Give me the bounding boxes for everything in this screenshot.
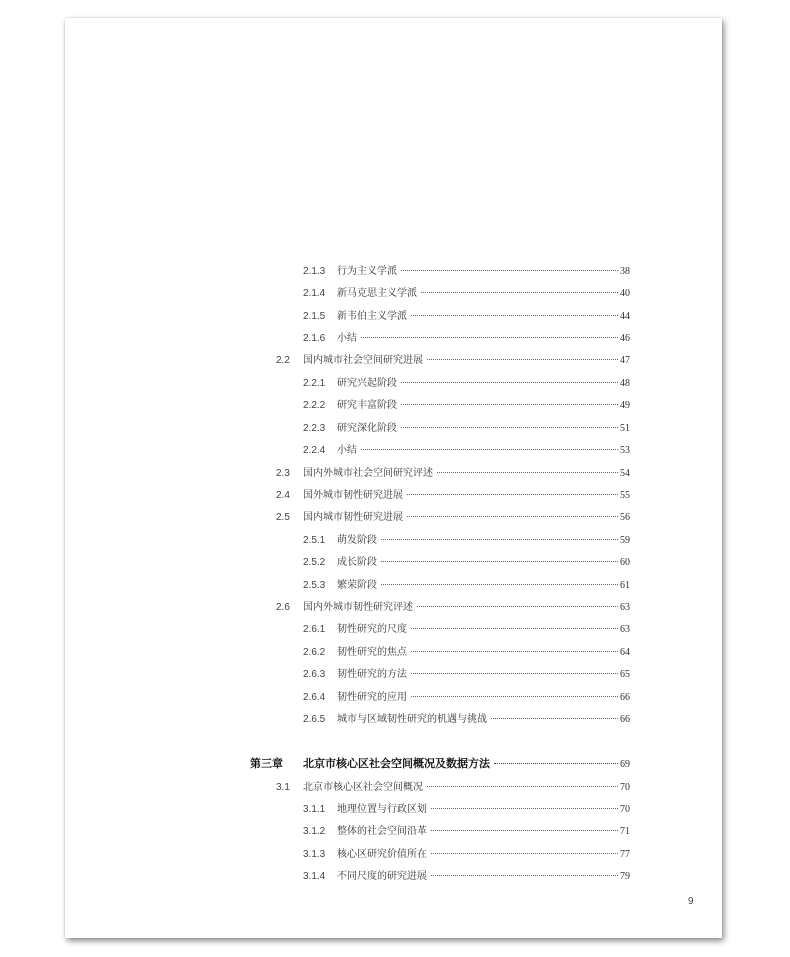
toc-entry-title: 小结: [337, 333, 357, 344]
toc-entry-page: 44: [620, 311, 630, 322]
leader-dots: [411, 696, 618, 697]
toc-entry-title: 韧性研究的应用: [337, 692, 407, 703]
toc-entry-number: 3.1.4: [303, 871, 326, 882]
toc-entry-page: 64: [620, 647, 630, 658]
toc-entry: [276, 486, 630, 506]
toc-entry-number: 2.2.2: [303, 400, 326, 411]
leader-dots: [431, 875, 618, 876]
toc-entry-title: 新马克思主义学派: [337, 288, 417, 299]
toc-entry: [276, 778, 630, 798]
toc-entry: [303, 374, 630, 394]
toc-entry-title: 国内外城市韧性研究评述: [303, 602, 413, 613]
leader-dots: [401, 382, 618, 383]
toc-entry-page: 71: [620, 826, 630, 837]
toc-entry: [303, 396, 630, 416]
toc-entry-title: 研究丰富阶段: [337, 400, 397, 411]
toc-entry-number: 3.1.3: [303, 849, 326, 860]
leader-dots: [361, 337, 618, 338]
toc-entry-number: 2.1.4: [303, 288, 326, 299]
toc-entry-title: 北京市核心区社会空间概况: [303, 782, 423, 793]
toc-entry-page: 47: [620, 355, 630, 366]
toc-entry: [303, 710, 630, 730]
toc-entry-page: 46: [620, 333, 630, 344]
toc-entry-page: 66: [620, 692, 630, 703]
toc-entry-page: 56: [620, 512, 630, 523]
toc-entry-page: 70: [620, 782, 630, 793]
leader-dots: [431, 853, 618, 854]
toc-entry-number: 3.1: [276, 782, 290, 793]
toc-entry-number: 2.2.1: [303, 378, 326, 389]
page-number: 9: [688, 896, 694, 907]
toc-entry-title: 行为主义学派: [337, 266, 397, 277]
toc-entry-number: 2.3: [276, 468, 290, 479]
toc-entry: [276, 351, 630, 371]
toc-entry-title: 不同尺度的研究进展: [337, 871, 427, 882]
toc-entry-number: 2.5: [276, 512, 290, 523]
toc-entry-title: 地理位置与行政区划: [337, 804, 427, 815]
toc-entry-title: 整体的社会空间沿革: [337, 826, 427, 837]
leader-dots: [437, 472, 618, 473]
toc-entry-number: 2.6.3: [303, 669, 326, 680]
toc-entry-page: 79: [620, 871, 630, 882]
toc-entry-number: 2.4: [276, 490, 290, 501]
leader-dots: [494, 763, 618, 764]
toc-entry-page: 55: [620, 490, 630, 501]
toc-entry-page: 60: [620, 557, 630, 568]
toc-entry-number: 2.1.6: [303, 333, 326, 344]
leader-dots: [381, 584, 618, 585]
toc-entry-page: 59: [620, 535, 630, 546]
toc-entry-page: 51: [620, 423, 630, 434]
toc-entry-number: 2.5.2: [303, 557, 326, 568]
toc-entry-number: 2.5.3: [303, 580, 326, 591]
toc-entry-title: 繁荣阶段: [337, 580, 377, 591]
toc-entry-title: 新韦伯主义学派: [337, 311, 407, 322]
leader-dots: [427, 359, 618, 360]
leader-dots: [411, 673, 618, 674]
toc-entry-page: 66: [620, 714, 630, 725]
chapter-label: 第三章: [250, 757, 283, 770]
toc-entry-title: 韧性研究的方法: [337, 669, 407, 680]
leader-dots: [361, 449, 618, 450]
toc-entry: [303, 441, 630, 461]
toc-entry-title: 萌发阶段: [337, 535, 377, 546]
toc-entry: [303, 576, 630, 596]
leader-dots: [411, 628, 618, 629]
leader-dots: [407, 516, 618, 517]
leader-dots: [431, 830, 618, 831]
toc-entry-title: 研究深化阶段: [337, 423, 397, 434]
toc-entry-title: 研究兴起阶段: [337, 378, 397, 389]
toc-entry: [303, 845, 630, 865]
toc-entry: [276, 464, 630, 484]
toc-entry-page: 63: [620, 602, 630, 613]
book-page: [65, 18, 722, 938]
toc-entry: [303, 531, 630, 551]
chapter-title: 北京市核心区社会空间概况及数据方法: [303, 757, 490, 770]
toc-entry-title: 韧性研究的尺度: [337, 624, 407, 635]
toc-entry: [303, 643, 630, 663]
toc-entry-number: 2.1.5: [303, 311, 326, 322]
toc-entry: [303, 867, 630, 887]
toc-entry-number: 2.6.2: [303, 647, 326, 658]
toc-entry-page: 53: [620, 445, 630, 456]
leader-dots: [411, 651, 618, 652]
leader-dots: [381, 561, 618, 562]
leader-dots: [407, 494, 618, 495]
toc-entry-page: 38: [620, 266, 630, 277]
toc-entry-title: 韧性研究的焦点: [337, 647, 407, 658]
toc-entry-title: 国外城市韧性研究进展: [303, 490, 403, 501]
toc-entry-number: 3.1.2: [303, 826, 326, 837]
toc-entry: [303, 329, 630, 349]
toc-entry-title: 城市与区域韧性研究的机遇与挑战: [337, 714, 487, 725]
toc-entry-title: 国内外城市社会空间研究评述: [303, 468, 433, 479]
toc-entry: [303, 620, 630, 640]
toc-entry: [276, 598, 630, 618]
toc-entry-number: 2.2.4: [303, 445, 326, 456]
chapter-page: 69: [620, 759, 630, 770]
leader-dots: [491, 718, 618, 719]
toc-entry: [303, 800, 630, 820]
toc-entry-title: 国内城市韧性研究进展: [303, 512, 403, 523]
toc-entry-title: 成长阶段: [337, 557, 377, 568]
leader-dots: [421, 292, 618, 293]
toc-entry-number: 2.6.5: [303, 714, 326, 725]
toc-entry-title: 核心区研究价值所在: [337, 849, 427, 860]
toc-entry-page: 61: [620, 580, 630, 591]
toc-entry-title: 国内城市社会空间研究进展: [303, 355, 423, 366]
toc-entry-number: 2.6.4: [303, 692, 326, 703]
toc-entry: [303, 419, 630, 439]
leader-dots: [401, 404, 618, 405]
leader-dots: [401, 270, 618, 271]
toc-entry-page: 54: [620, 468, 630, 479]
leader-dots: [411, 315, 618, 316]
toc-entry-page: 77: [620, 849, 630, 860]
leader-dots: [401, 427, 618, 428]
toc-entry-page: 70: [620, 804, 630, 815]
toc-entry: [303, 262, 630, 282]
toc-entry: [276, 508, 630, 528]
toc-entry: [303, 822, 630, 842]
toc-entry: [303, 553, 630, 573]
leader-dots: [427, 786, 618, 787]
table-of-contents: [65, 18, 722, 938]
toc-entry-number: 3.1.1: [303, 804, 326, 815]
toc-entry: [303, 307, 630, 327]
toc-entry-number: 2.2.3: [303, 423, 326, 434]
leader-dots: [417, 606, 618, 607]
toc-entry: [303, 688, 630, 708]
toc-entry: [303, 284, 630, 304]
toc-entry-number: 2.6.1: [303, 624, 326, 635]
toc-entry-number: 2.6: [276, 602, 290, 613]
chapter-heading: [250, 755, 630, 775]
toc-entry: [303, 665, 630, 685]
leader-dots: [431, 808, 618, 809]
toc-entry-page: 40: [620, 288, 630, 299]
toc-entry-number: 2.5.1: [303, 535, 326, 546]
toc-entry-number: 2.1.3: [303, 266, 326, 277]
toc-entry-page: 48: [620, 378, 630, 389]
leader-dots: [381, 539, 618, 540]
toc-entry-page: 49: [620, 400, 630, 411]
toc-entry-title: 小结: [337, 445, 357, 456]
toc-entry-number: 2.2: [276, 355, 290, 366]
toc-entry-page: 65: [620, 669, 630, 680]
toc-entry-page: 63: [620, 624, 630, 635]
